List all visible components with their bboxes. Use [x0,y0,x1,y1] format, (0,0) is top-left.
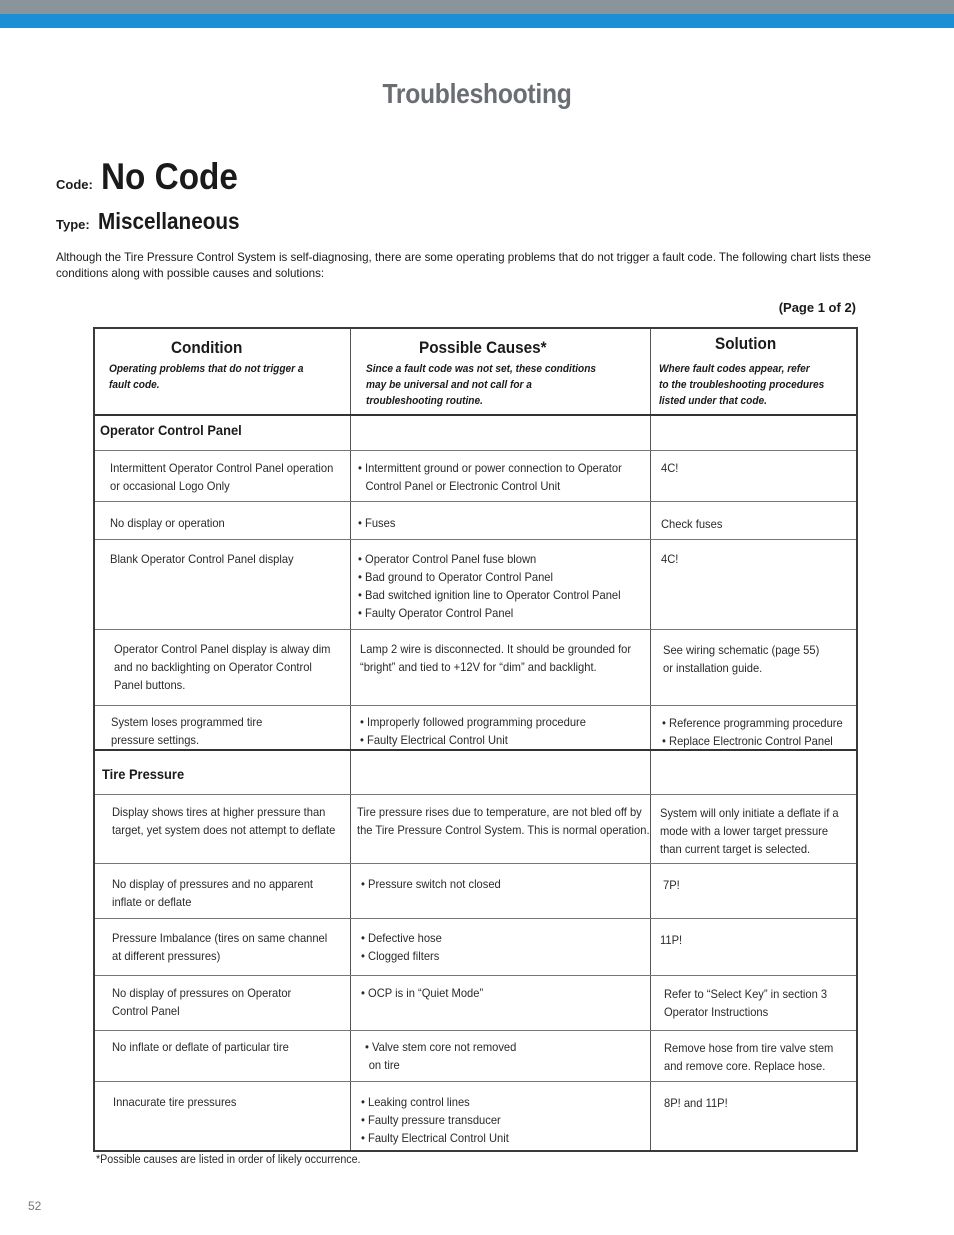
cell-line: on tire [368,1058,400,1072]
cell-line: pressure settings. [111,733,200,747]
type-line [56,208,255,235]
row-5-condition [111,713,262,749]
cell-line: System loses programmed tire [111,715,263,729]
top-gray-band [0,0,954,14]
cell-line: • Faulty Operator Control Panel [358,606,514,620]
section-title-tire-pressure: Tire Pressure [102,766,185,782]
cell-line: “bright” and tied to +12V for “dim” and backlight. [360,660,597,674]
row-separator [95,629,856,630]
row-3-condition: Blank Operator Control Panel display [110,552,294,566]
column-subtitle-solution [659,361,824,409]
cell-line: • Faulty Electrical Control Unit [360,733,508,747]
header-separator [95,414,856,416]
row-separator [95,1030,856,1031]
section-separator [95,749,856,751]
troubleshooting-chart [93,327,858,1152]
cell-line: and remove core. Replace hose. [664,1059,826,1073]
row-4-causes [360,640,631,676]
row-6-condition [112,803,335,839]
cell-line: • Clogged filters [361,949,440,963]
row-separator [95,705,856,706]
row-9-causes: • OCP is in “Quiet Mode” [361,986,484,1000]
cell-line: System will only initiate a deflate if a [660,806,839,820]
cell-line: or installation guide. [663,661,763,675]
cell-line: Remove hose from tire valve stem [664,1041,834,1055]
row-separator [95,501,856,502]
subtitle-line: listed under that code. [659,395,767,407]
row-3-causes [358,550,621,622]
column-subtitle-causes [366,361,596,409]
cell-line: Intermittent Operator Control Panel operation [110,461,334,475]
cell-line: No display of pressures and no apparent [112,877,314,891]
row-11-condition: Innacurate tire pressures [113,1095,237,1109]
cell-line: at different pressures) [112,949,221,963]
cell-line: the Tire Pressure Control System. This is normal operation. [357,823,650,837]
cell-line: • Replace Electronic Control Panel [662,734,833,748]
subtitle-line: Where fault codes appear, refer [659,363,810,375]
row-1-causes [358,459,622,495]
row-3-solution: 4C! [661,552,679,566]
subtitle-line: fault code. [109,379,160,391]
row-separator [95,975,856,976]
cell-line: Pressure Imbalance (tires on same channel [112,931,328,945]
row-7-causes: • Pressure switch not closed [361,877,501,891]
column-header-solution: Solution [715,334,777,353]
cell-line: • Intermittent ground or power connection to Operator [358,461,622,475]
row-9-solution [664,985,827,1021]
cell-line: inflate or deflate [112,895,192,909]
subtitle-line: may be universal and not call for a [366,379,532,391]
top-blue-band [0,14,954,28]
page-title: Troubleshooting [382,78,572,109]
cell-line: Control Panel or Electronic Control Unit [365,479,561,493]
subtitle-line: to the troubleshooting procedures [659,379,825,391]
row-2-solution: Check fuses [661,517,723,531]
row-1-condition [110,459,333,495]
cell-line: No display of pressures on Operator [112,986,292,1000]
row-4-condition [114,640,330,694]
subtitle-line: troubleshooting routine. [366,395,483,407]
cell-line: target, yet system does not attempt to deflate [112,823,336,837]
cell-line: Display shows tires at higher pressure than [112,805,326,819]
row-separator [95,794,856,795]
column-header-causes: Possible Causes* [419,338,547,357]
row-8-solution: 11P! [660,933,683,947]
cell-line: Operator Control Panel display is alway dim [114,642,331,656]
row-2-condition: No display or operation [110,516,225,530]
row-11-causes [361,1093,509,1147]
row-separator [95,1081,856,1082]
code-label: Code: [56,177,93,192]
intro-paragraph: Although the Tire Pressure Control System is self-diagnosing, there are some operating problems that do not trigger a fault code. The following chart lists these conditions along with possible causes and solutions: [56,251,871,280]
row-10-condition: No inflate or deflate of particular tire [112,1040,289,1054]
row-4-solution [663,641,819,677]
cell-line: • Valve stem core not removed [365,1040,517,1054]
footnote: *Possible causes are listed in order of likely occurrence. [96,1154,361,1166]
cell-line: Refer to “Select Key” in section 3 [664,987,828,1001]
row-7-solution: 7P! [663,878,680,892]
type-value: Miscellaneous [98,208,240,234]
cell-line: • Bad switched ignition line to Operator Control Panel [358,588,621,602]
column-header-condition: Condition [171,338,243,357]
cell-line: • Bad ground to Operator Control Panel [358,570,553,584]
cell-line: mode with a lower target pressure [660,824,829,838]
cell-line: • Faulty Electrical Control Unit [361,1131,509,1145]
type-label: Type: [56,217,90,232]
row-11-solution: 8P! and 11P! [664,1096,728,1110]
row-2-causes: • Fuses [358,516,396,530]
cell-line: and no backlighting on Operator Control [114,660,312,674]
code-value: No Code [101,156,239,197]
cell-line: Tire pressure rises due to temperature, are not bled off by [357,805,642,819]
cell-line: Lamp 2 wire is disconnected. It should be grounded for [360,642,632,656]
row-separator [95,539,856,540]
cell-line: or occasional Logo Only [110,479,230,493]
row-7-condition [112,875,313,911]
row-5-causes [360,713,586,749]
subtitle-line: Since a fault code was not set, these conditions [366,363,596,375]
row-separator [95,863,856,864]
column-subtitle-condition [109,361,304,393]
row-10-causes [365,1038,516,1074]
row-8-causes [361,929,442,965]
page-number: 52 [28,1199,42,1213]
cell-line: • Leaking control lines [361,1095,470,1109]
cell-line: Control Panel [112,1004,180,1018]
cell-line: Panel buttons. [114,678,186,692]
cell-line: • Faulty pressure transducer [361,1113,501,1127]
cell-line: Operator Instructions [664,1005,769,1019]
row-1-solution: 4C! [661,461,679,475]
cell-line: • Defective hose [361,931,442,945]
row-8-condition [112,929,327,965]
cell-line: than current target is selected. [660,842,811,856]
cell-line: See wiring schematic (page 55) [663,643,820,657]
column-divider [650,329,651,1150]
section-title-operator-control-panel: Operator Control Panel [100,422,242,438]
row-9-condition [112,984,291,1020]
row-separator [95,450,856,451]
page-of-indicator: (Page 1 of 2) [778,300,856,315]
subtitle-line: Operating problems that do not trigger a [109,363,304,375]
cell-line: • Improperly followed programming procedure [360,715,586,729]
column-divider [350,329,351,1150]
cell-line: • Reference programming procedure [662,716,843,730]
row-6-solution [660,804,839,858]
row-5-solution [662,714,843,750]
row-10-solution [664,1039,833,1075]
cell-line: • Operator Control Panel fuse blown [358,552,537,566]
row-6-causes [357,803,650,839]
code-line [56,156,253,198]
row-separator [95,918,856,919]
